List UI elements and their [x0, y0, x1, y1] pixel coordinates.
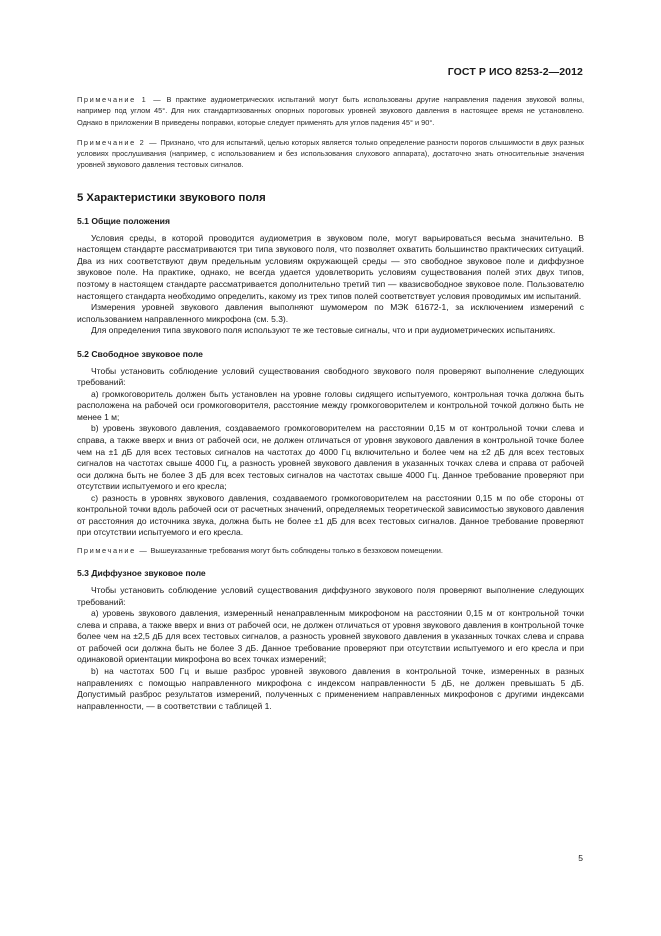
- s52-paragraph-1: Чтобы установить соблюдение условий существования свободного звукового поля проверяют выполнение следующих требований:: [77, 365, 584, 388]
- note-1-lead: Примечание 1 —: [77, 95, 163, 104]
- s51-paragraph-1: Условия среды, в которой проводится аудиометрия в звуковом поле, могут варьироваться весьма значительно. В настоящем стандарте рассматриваются три типа звукового поля, что позволяет охватить большинство практических ситуаций. Два из них соответствуют двум предельным условиям окружающей среды — это свободное звуковое поле и диффузное звуковое поле. На практике, однако, не всегда удается удовлетворить условиям существования полей этих двух типов, поэтому в настоящем стандарте рассматривается дополнительно третий тип — квазисвободное звуковое поле. Пользователю настоящего стандарта необходимо определить, какому из трех типов полей соответствует условия проводимых им испытаний.: [77, 232, 584, 301]
- note-2-lead: Примечание 2 —: [77, 137, 159, 147]
- s52-item-c: с) разность в уровнях звукового давления, создаваемого громкоговорителем на расстоянии 0,15 м по обе стороны от контрольной точки вдоль рабочей оси от расчетных значений, определяемых теоретической зависимостью звукового давления от расстояния до источника звука, должна быть не более ±1 дБ для всех тестовых сигналов. Данное требование проверяют при отсутствии испытуемого и его кресла.: [77, 492, 584, 538]
- s52-note-text: Вышеуказанные требования могут быть соблюдены только в безэховом помещении.: [148, 545, 443, 555]
- page-number: 5: [578, 853, 583, 863]
- note-2-text: Признано, что для испытаний, целью которых является только определение разности порогов слышимости в двух разных условиях прослушивания (например, с использованием и без использования слухового аппарата), достаточно знать относительные значения уровней звукового давления тестовых сигналов.: [77, 137, 584, 170]
- section-5-title: 5 Характеристики звукового поля: [77, 191, 266, 204]
- s53-paragraph-1: Чтобы установить соблюдение условий существования диффузного звукового поля проверяют выполнение следующих требований:: [77, 585, 584, 607]
- s52-item-b: b) уровень звукового давления, создаваемого громкоговорителем на расстоянии 0,15 м от контрольной точки слева и справа, а также вверх и вниз от рабочей оси, не должен отличаться от уровня звукового давления в контрольной точке более чем на ±1 дБ для всех тестовых сигналов на частотах до 4000 Гц включительно и более чем на ±2 дБ для всех тестовых сигналов на частотах свыше 4000 Гц, а разность уровней звукового давления в указанных точках слева и справа от рабочей оси должна быть не более 3 дБ для всех тестовых сигналов на частотах свыше 4000 Гц. Данное требование проверяют при отсутствии испытуемого и его кресла;: [77, 423, 584, 492]
- page-content: [77, 94, 584, 712]
- s53-item-b: b) на частотах 500 Гц и выше разброс уровней звукового давления в контрольной точке, измеренных в разных направлениях с помощью направленного микрофона с индексом направленности 5 дБ, не должен превышать 5 дБ. Допустимый разброс результатов измерений, полученных с применением направленных микрофонов с другими индексами направленности, — в соответствии с таблицей 1.: [77, 666, 584, 711]
- s53-item-a: а) уровень звукового давления, измеренный ненаправленным микрофоном на расстоянии 0,15 м от контрольной точки слева и справа, а также вверх и вниз от рабочей оси, не должен отличаться от уровня звукового давления в контрольной точке более чем на ±2,5 дБ для всех тестовых сигналов, а разность уровней звукового давления в указанных точках слева и справа от рабочей оси должна быть не более 3 дБ. Данное требование проверяют при отсутствии испытуемого и его кресла и при одинаковой ориентации микрофона во всех точках измерений;: [77, 608, 584, 665]
- s51-paragraph-3: Для определения типа звукового поля используют те же тестовые сигналы, что и при аудиометрических испытаниях.: [91, 325, 556, 336]
- section-5-2-title: 5.2 Свободное звуковое поле: [77, 348, 203, 359]
- document-code-header: ГОСТ Р ИСО 8253-2—2012: [447, 66, 583, 78]
- s51-paragraph-2: Измерения уровней звукового давления выполняют шумомером по МЭК 61672-1, за исключением измерений с использованием направленного микрофона (см. 5.3).: [77, 302, 584, 324]
- s52-item-a: а) громкоговоритель должен быть установлен на уровне головы сидящего испытуемого, контрольная точка должна быть расположена на рабочей оси громкоговорителя, расстояние между громкоговорителем и контрольной точкой должно быть не менее 1 м;: [77, 388, 584, 422]
- note-1-text: В практике аудиометрических испытаний могут быть использованы другие направления падения звуковой волны, например под углом 45°. Для них стандартизованных опорных пороговых уровней звукового давления в настоящее время не установлено. Однако в приложении В приведены поправки, которые следует применять для углов падения 45° и 90°.: [77, 95, 584, 127]
- note-1: [77, 94, 584, 128]
- s52-note-lead: Примечание —: [77, 545, 149, 555]
- section-5-1-title: 5.1 Общие положения: [77, 215, 170, 226]
- note-2: [77, 137, 584, 171]
- s52-note: [77, 545, 584, 556]
- section-5-3-title: 5.3 Диффузное звуковое поле: [77, 568, 206, 579]
